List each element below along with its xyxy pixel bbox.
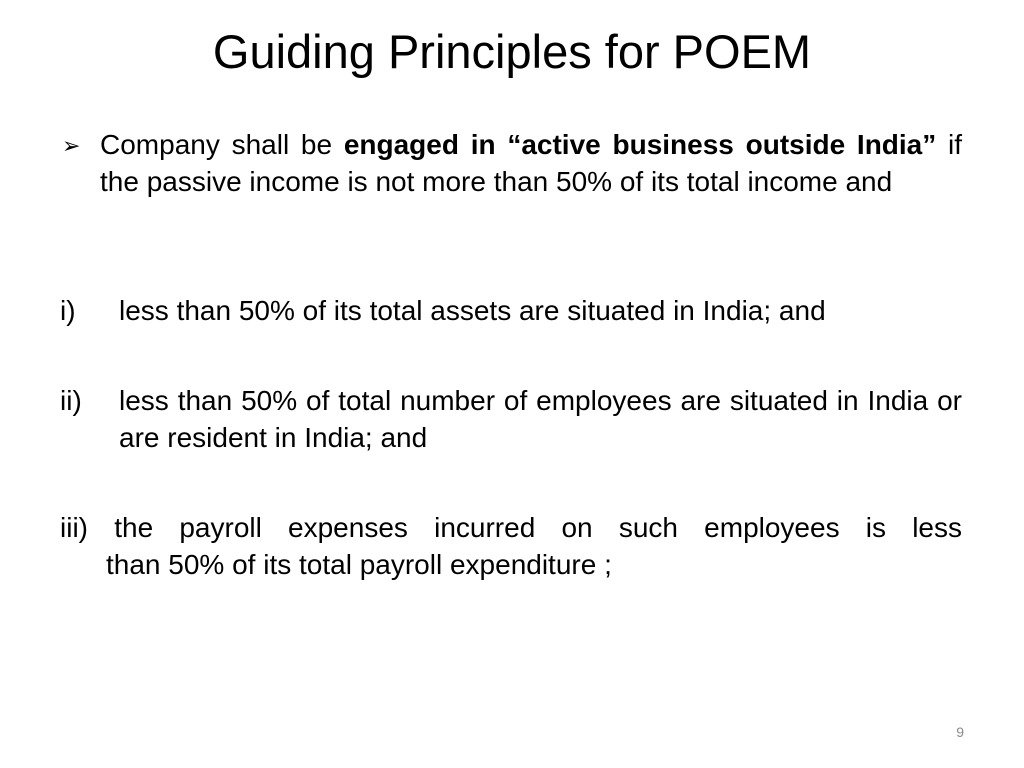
intro-lead-text: Company shall be (100, 129, 344, 160)
slide-title: Guiding Principles for POEM (212, 25, 812, 78)
list-item-text: less than 50% of total number of employees are situated in India or are resident in India; and (119, 385, 962, 453)
list-item-iii (0, 509, 1024, 589)
list-item-text-line2: than 50% of its total payroll expenditure ; (106, 549, 612, 580)
list-marker: ii) (60, 385, 82, 416)
page-number: 9 (956, 724, 964, 740)
intro-tail-text: if the passive income is not more than 50% of its total income and (100, 129, 963, 197)
arrow-bullet-icon: ➢ (62, 134, 81, 159)
list-item-ii (0, 382, 1024, 462)
list-item-i (0, 292, 1024, 372)
list-marker: iii) (60, 512, 88, 543)
list-item-text-line1: the payroll expenses incurred on such employees is less (114, 512, 963, 543)
intro-paragraph (100, 126, 962, 200)
intro-bold-text: engaged in “active business outside India” (343, 129, 937, 160)
list-item-first-line (60, 509, 962, 546)
list-marker: i) (60, 295, 76, 326)
list-item-text: less than 50% of its total assets are situated in India; and (119, 295, 826, 326)
